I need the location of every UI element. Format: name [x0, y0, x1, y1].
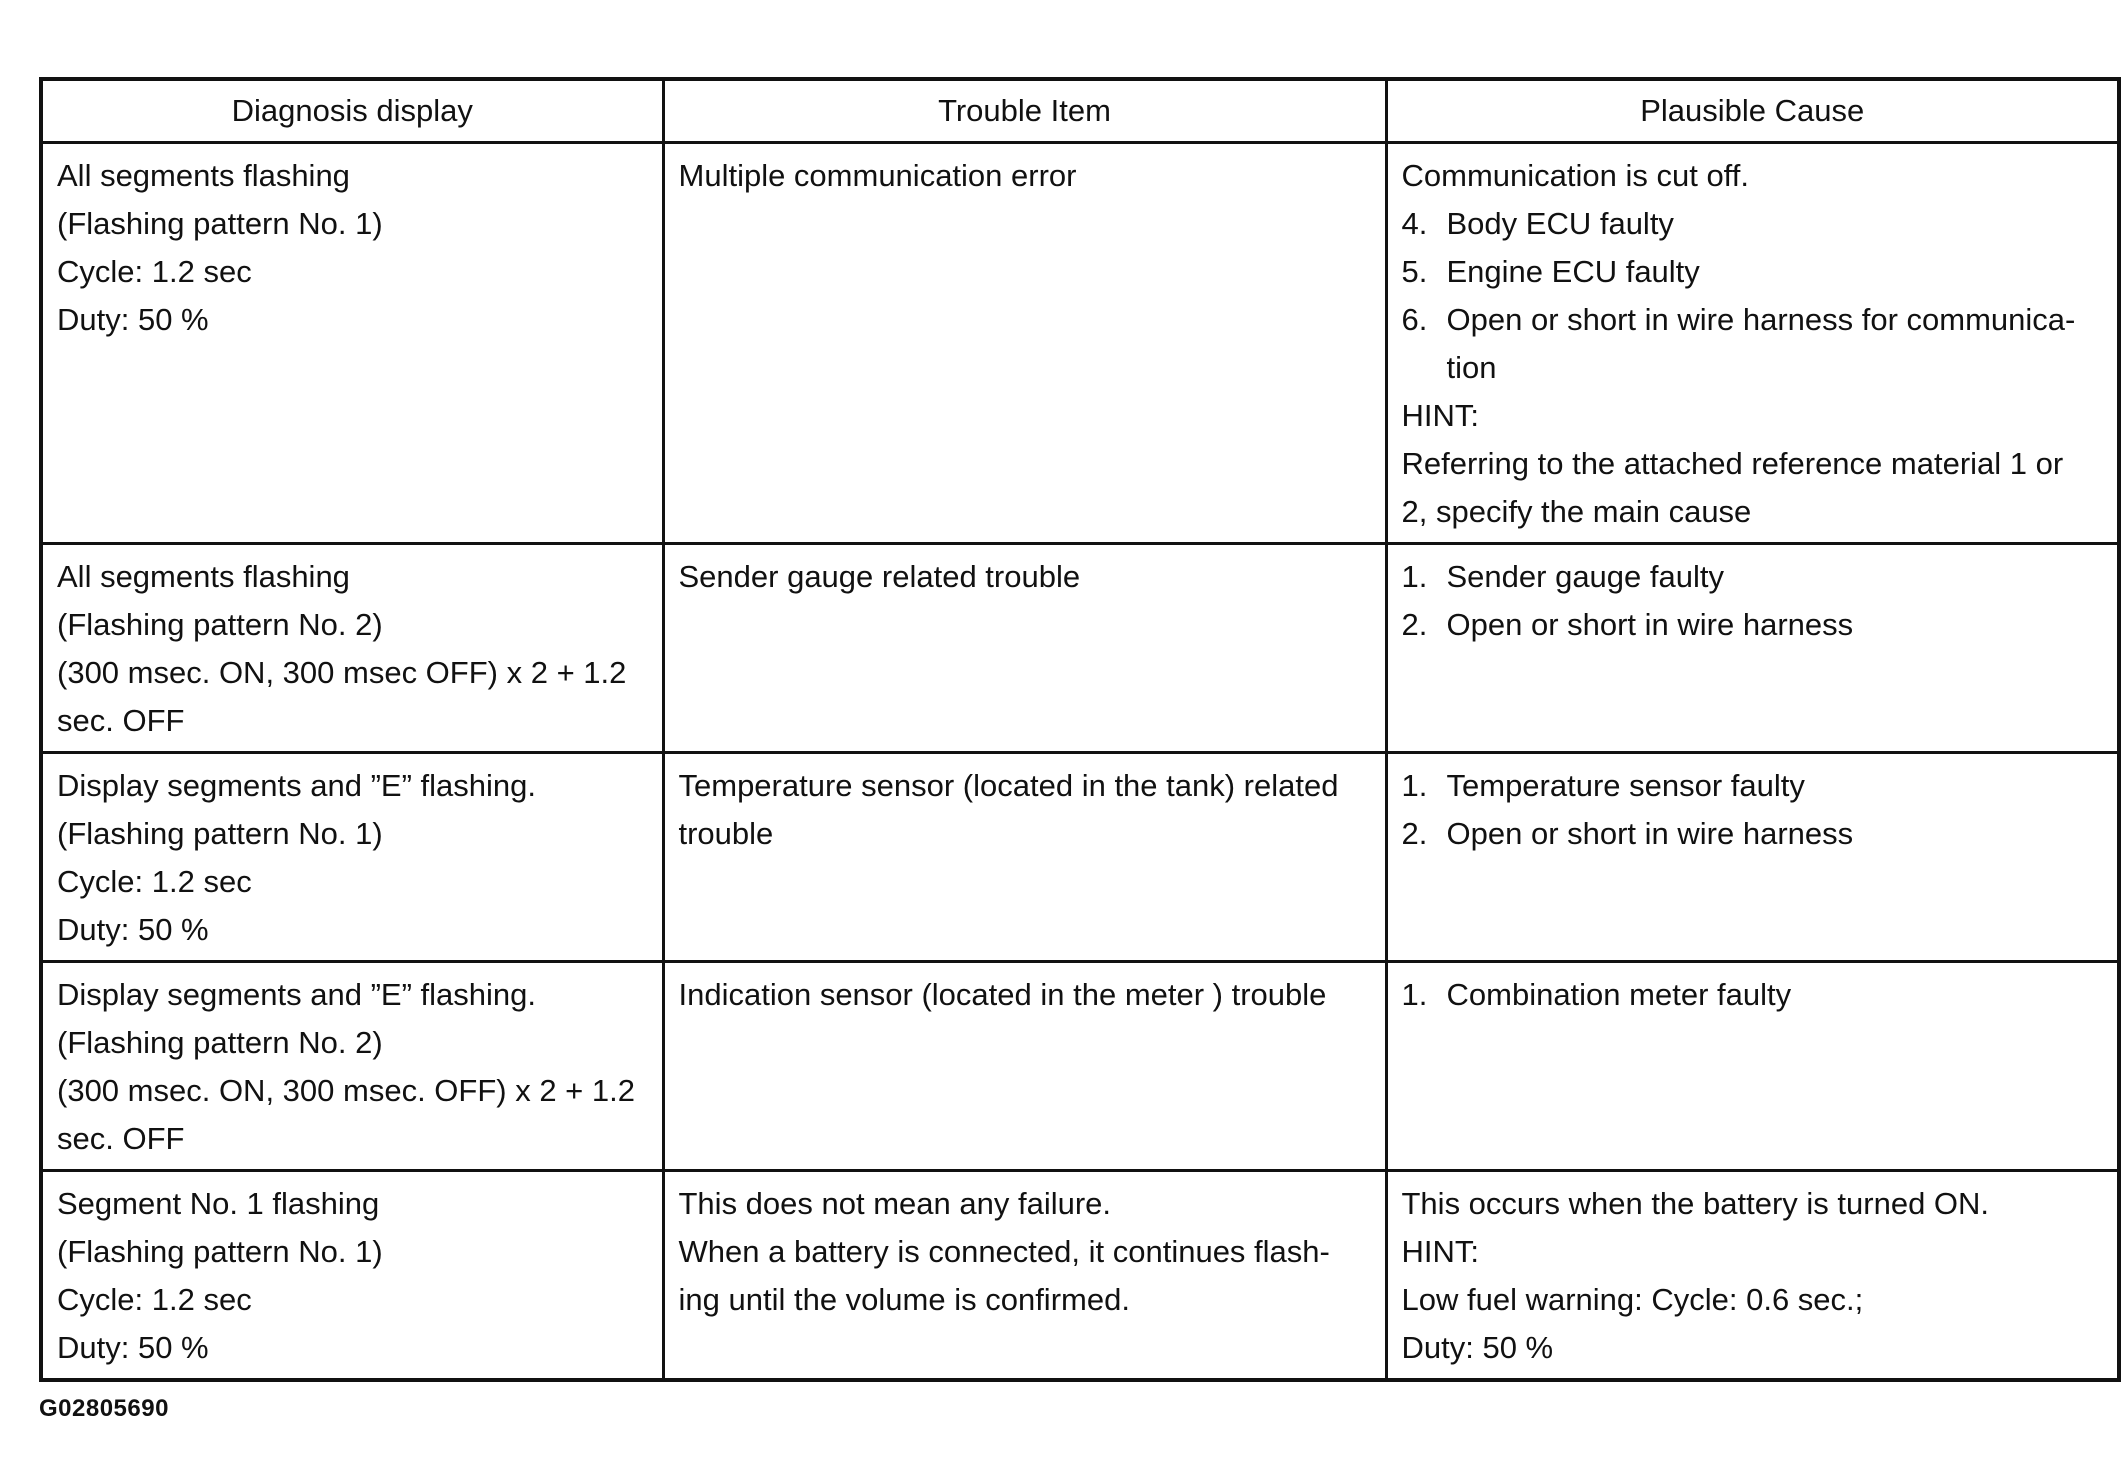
- cause-cell: [1386, 1171, 2119, 1381]
- cause-item-number: 4.: [1401, 206, 1428, 241]
- figure-code: G02805690: [39, 1395, 169, 1422]
- diagnosis-line: Cycle: 1.2 sec: [57, 864, 252, 899]
- diagnosis-line: Duty: 50 %: [57, 912, 209, 947]
- table-row: [41, 544, 2119, 753]
- cause-line: Communication is cut off.: [1401, 158, 1749, 193]
- cause-item-text: Body ECU faulty: [1446, 206, 1674, 241]
- cause-list-item: [1402, 200, 2104, 248]
- diagnosis-line: Cycle: 1.2 sec: [57, 254, 252, 289]
- table-row: [41, 753, 2119, 962]
- cause-cell: [1386, 143, 2119, 544]
- diagnosis-line: All segments flashing: [57, 158, 350, 193]
- diagnosis-line: (300 msec. ON, 300 msec OFF) x 2 + 1.2: [57, 655, 627, 690]
- diagnosis-line: (Flashing pattern No. 2): [57, 607, 383, 642]
- trouble-line: This does not mean any failure.: [678, 1186, 1112, 1221]
- header-trouble-item: Trouble Item: [663, 79, 1386, 143]
- table-row: [41, 143, 2119, 544]
- diagnosis-line: Display segments and ”E” flashing.: [57, 768, 537, 803]
- cause-list-item: [1402, 601, 2104, 649]
- diagnosis-line: (300 msec. ON, 300 msec. OFF) x 2 + 1.2: [57, 1073, 635, 1108]
- cause-item-text: Sender gauge faulty: [1446, 559, 1724, 594]
- cause-item-text: Temperature sensor faulty: [1446, 768, 1805, 803]
- diagnosis-line: Duty: 50 %: [57, 302, 209, 337]
- cause-item-number: 2.: [1401, 816, 1428, 851]
- cause-line: Low fuel warning: Cycle: 0.6 sec.;: [1401, 1282, 1864, 1317]
- cause-list-item: [1402, 971, 2104, 1019]
- diagnosis-cell: [41, 753, 663, 962]
- cause-item-text: Open or short in wire harness: [1446, 607, 1854, 642]
- cause-list-item: [1402, 810, 2104, 858]
- cause-item-number: 1.: [1401, 559, 1428, 594]
- diagnosis-line: (Flashing pattern No. 1): [57, 206, 383, 241]
- diagnosis-line: Cycle: 1.2 sec: [57, 1282, 252, 1317]
- table-row: [41, 1171, 2119, 1381]
- hint-label: HINT:: [1401, 398, 1479, 433]
- cause-cell: [1386, 962, 2119, 1171]
- cause-item-text: Open or short in wire harness: [1446, 816, 1854, 851]
- diagnosis-table: [39, 77, 2121, 1382]
- trouble-line: ing until the volume is confirmed.: [678, 1282, 1130, 1317]
- trouble-line: Sender gauge related trouble: [678, 559, 1081, 594]
- diagnosis-cell: [41, 544, 663, 753]
- cause-line: Duty: 50 %: [1401, 1330, 1554, 1365]
- cause-cell: [1386, 544, 2119, 753]
- trouble-line: trouble: [678, 816, 774, 851]
- cause-line: Referring to the attached reference material 1 or: [1401, 446, 2064, 481]
- trouble-cell: [663, 1171, 1386, 1381]
- trouble-line: Multiple communication error: [678, 158, 1077, 193]
- diagnosis-cell: [41, 962, 663, 1171]
- trouble-line: When a battery is connected, it continues flash-: [678, 1234, 1330, 1269]
- diagnosis-line: Segment No. 1 flashing: [57, 1186, 380, 1221]
- diagnosis-line: (Flashing pattern No. 1): [57, 816, 383, 851]
- trouble-cell: [663, 962, 1386, 1171]
- trouble-cell: [663, 143, 1386, 544]
- diagnosis-line: sec. OFF: [57, 1121, 185, 1156]
- trouble-line: Temperature sensor (located in the tank) related: [678, 768, 1339, 803]
- diagnosis-line: sec. OFF: [57, 703, 185, 738]
- cause-item-number: 6.: [1401, 302, 1428, 337]
- diagnosis-line: (Flashing pattern No. 1): [57, 1234, 383, 1269]
- cause-item-text: Combination meter faulty: [1446, 977, 1792, 1012]
- diagnosis-line: (Flashing pattern No. 2): [57, 1025, 383, 1060]
- cause-list-item: [1402, 248, 2104, 296]
- cause-line: 2, specify the main cause: [1401, 494, 1752, 529]
- cause-list-item: [1402, 762, 2104, 810]
- diagnosis-cell: [41, 1171, 663, 1381]
- trouble-cell: [663, 544, 1386, 753]
- cause-line: This occurs when the battery is turned ON.: [1401, 1186, 1990, 1221]
- cause-cell: [1386, 753, 2119, 962]
- cause-item-number: 5.: [1401, 254, 1428, 289]
- diagnosis-line: Duty: 50 %: [57, 1330, 209, 1365]
- trouble-cell: [663, 753, 1386, 962]
- cause-item-number: 1.: [1401, 768, 1428, 803]
- trouble-line: Indication sensor (located in the meter ) trouble: [678, 977, 1327, 1012]
- hint-label: HINT:: [1401, 1234, 1479, 1269]
- diagnosis-line: All segments flashing: [57, 559, 350, 594]
- cause-item-text: Open or short in wire harness for communica-: [1446, 302, 2076, 337]
- table-header-row: [41, 79, 2119, 143]
- cause-list-item: [1402, 296, 2104, 392]
- cause-list-item: [1402, 553, 2104, 601]
- header-plausible-cause: Plausible Cause: [1386, 79, 2119, 143]
- cause-item-text-continued: tion: [1446, 350, 1497, 385]
- cause-item-text: Engine ECU faulty: [1446, 254, 1700, 289]
- diagnosis-line: Display segments and ”E” flashing.: [57, 977, 537, 1012]
- table-row: [41, 962, 2119, 1171]
- diagnosis-cell: [41, 143, 663, 544]
- cause-item-number: 2.: [1401, 607, 1428, 642]
- header-diagnosis-display: Diagnosis display: [41, 79, 663, 143]
- cause-item-number: 1.: [1401, 977, 1428, 1012]
